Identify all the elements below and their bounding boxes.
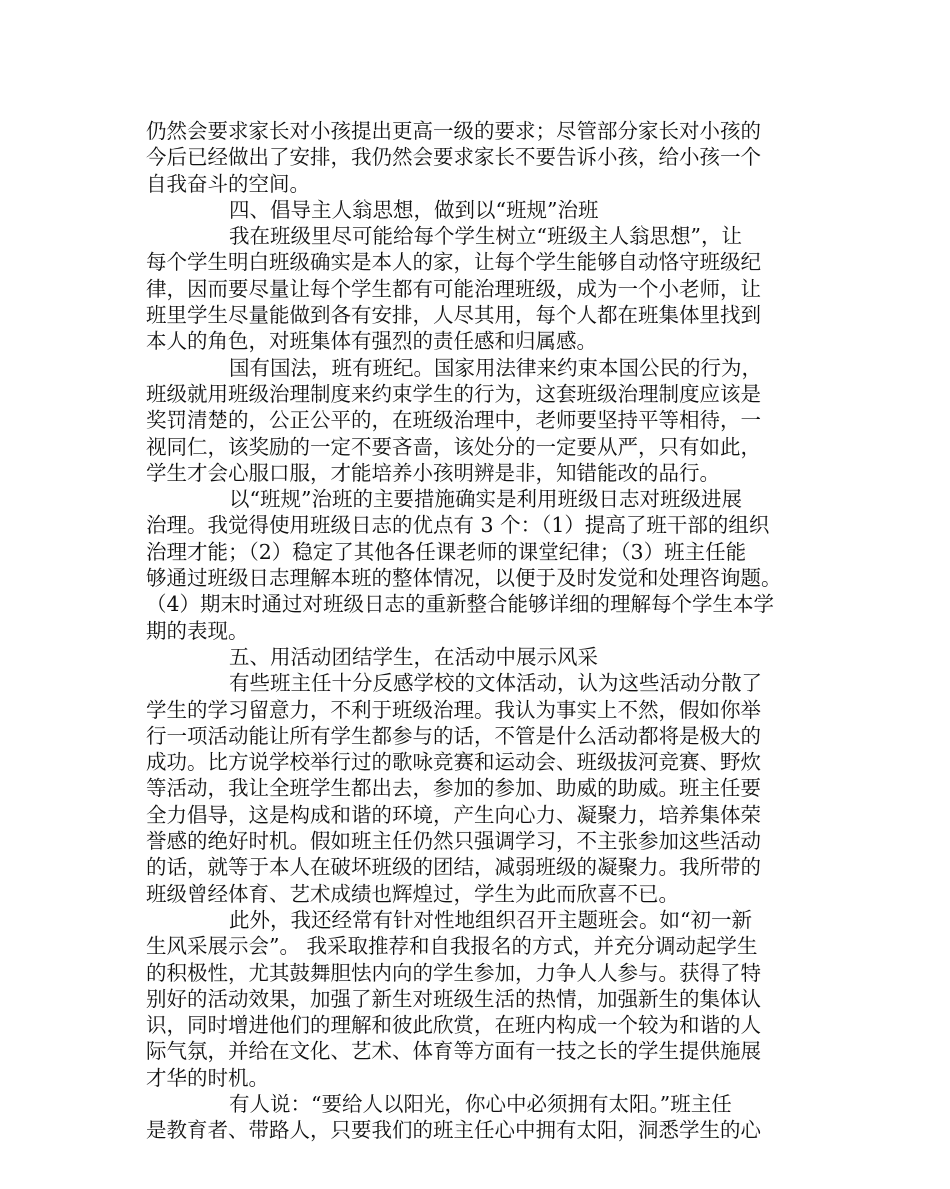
text-line: 仍然会要求家长对小孩提出更高一级的要求；尽管部分家长对小孩的	[146, 119, 761, 143]
paragraph-first-line: 有人说：“要给人以阳光，你心中必须拥有太阳。”班主任	[229, 1091, 732, 1116]
text-line: 自我奋斗的空间。	[146, 171, 310, 196]
paragraph-first-line: 有些班主任十分反感学校的文体活动，认为这些活动分散了	[229, 671, 762, 696]
text-line: 的积极性，尤其鼓舞胆怯内向的学生参加，力争人人参与。获得了特	[146, 960, 761, 985]
text-line: 够通过班级日志理解本班的整体情况，以便于及时发觉和处理咨询题。	[146, 566, 782, 591]
text-line: 班里学生尽量能做到各有安排，人尽其用，每个人都在班集体里找到	[146, 303, 761, 328]
paragraph-first-line: 五、用活动团结学生，在活动中展示风采	[229, 644, 598, 669]
text-line: 誉感的绝好时机。假如班主任仍然只强调学习，不主张参加这些活动	[146, 829, 761, 854]
document-body	[146, 118, 816, 1144]
text-line: 本人的角色，对班集体有强烈的责任感和归属感。	[146, 329, 597, 354]
text-line: 治理。我觉得使用班级日志的优点有 3 个：（1）提高了班干部的组织	[146, 513, 770, 538]
text-line: 期的表现。	[146, 618, 249, 643]
text-line: 行一项活动能让所有学生都参与的话，不管是什么活动都将是极大的	[146, 723, 761, 748]
text-line: 班级曾经体育、艺术成绩也辉煌过，学生为此而欣喜不已。	[146, 881, 679, 906]
text-line: 成功。比方说学校举行过的歌咏竞赛和运动会、班级拔河竞赛、野炊	[146, 750, 761, 775]
text-line: 班级就用班级治理制度来约束学生的行为，这套班级治理制度应该是	[146, 381, 761, 406]
text-line: 别好的活动效果，加强了新生对班级生活的热情，加强新生的集体认	[146, 986, 761, 1011]
text-line: 奖罚清楚的，公正公平的，在班级治理中，老师要坚持平等相待，一	[146, 408, 761, 433]
text-line: 识，同时增进他们的理解和彼此欣赏，在班内构成一个较为和谐的人	[146, 1013, 761, 1038]
text-line: 今后已经做出了安排，我仍然会要求家长不要告诉小孩，给小孩一个	[146, 145, 761, 170]
text-line: 等活动，我让全班学生都出去，参加的参加、助威的助威。班主任要	[146, 776, 761, 801]
text-line: 生风采展示会”。 我采取推荐和自我报名的方式，并充分调动起学生	[146, 934, 758, 959]
text-line: 学生的学习留意力，不利于班级治理。我认为事实上不然，假如你举	[146, 697, 761, 722]
text-line: 的话，就等于本人在破坏班级的团结，减弱班级的凝聚力。我所带的	[146, 855, 761, 880]
text-line: 才华的时机。	[146, 1065, 269, 1090]
paragraph-first-line: 四、倡导主人翁思想，做到以“班规”治班	[229, 197, 599, 222]
text-line: 视同仁，该奖励的一定不要吝啬，该处分的一定要从严，只有如此，	[146, 434, 761, 459]
text-line: 际气氛，并给在文化、艺术、体育等方面有一技之长的学生提供施展	[146, 1039, 761, 1064]
text-line: 全力倡导，这是构成和谐的环境，产生向心力、凝聚力，培养集体荣	[146, 802, 761, 827]
paragraph-first-line: 我在班级里尽可能给每个学生树立“班级主人翁思想”，让	[229, 224, 742, 249]
paragraph-first-line: 此外，我还经常有针对性地组织召开主题班会。如“初一新	[229, 907, 752, 932]
text-line: 治理才能；（2）稳定了其他各任课老师的课堂纪律；（3）班主任能	[146, 539, 747, 564]
text-line: 学生才会心服口服，才能培养小孩明辨是非，知错能改的品行。	[146, 460, 720, 485]
text-line: 每个学生明白班级确实是本人的家，让每个学生能够自动恪守班级纪	[146, 250, 761, 275]
text-line: 律，因而要尽量让每个学生都有可能治理班级，成为一个小老师，让	[146, 276, 761, 301]
paragraph-first-line: 以“班规”治班的主要措施确实是利用班级日志对班级进展	[229, 487, 742, 512]
text-line: （4）期末时通过对班级日志的重新整合能够详细的理解每个学生本学	[146, 592, 775, 617]
text-line: 是教育者、带路人，只要我们的班主任心中拥有太阳，洞悉学生的心	[146, 1118, 761, 1143]
paragraph-first-line: 国有国法，班有班纪。国家用法律来约束本国公民的行为，	[229, 355, 762, 380]
